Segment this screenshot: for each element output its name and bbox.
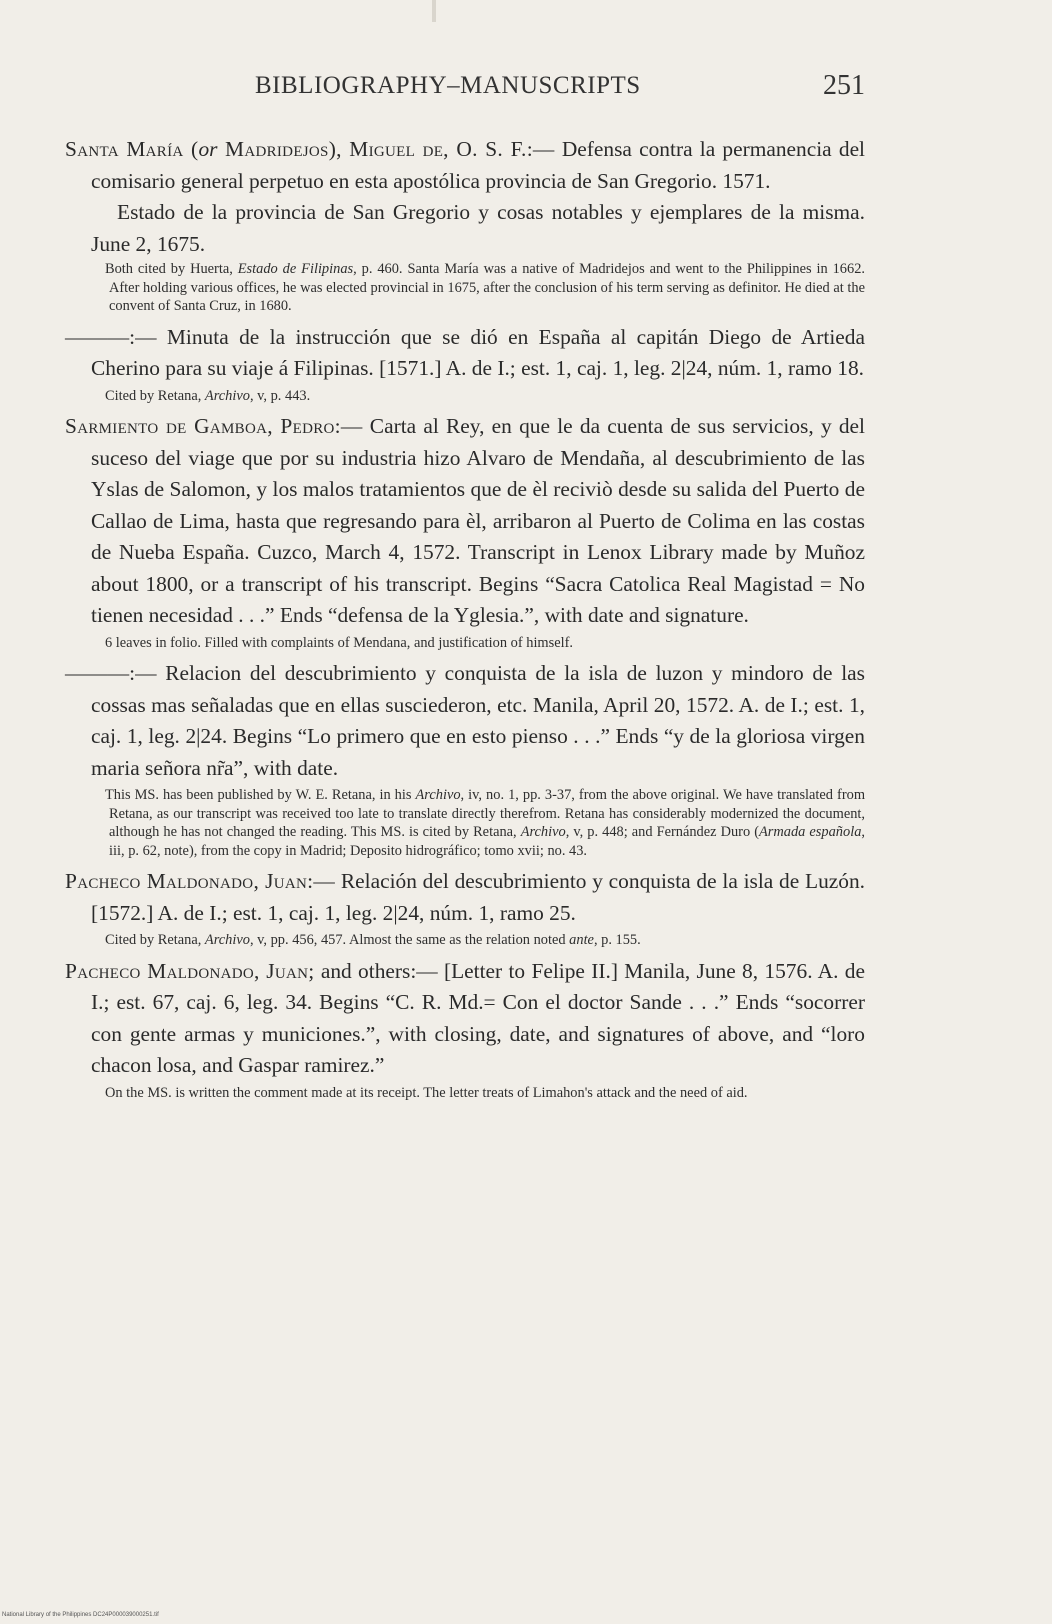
entry-author: Sarmiento de Gamboa, Pedro:— [65, 414, 363, 438]
ditto-dash: ———:— [65, 661, 157, 685]
entry-santa-maria [65, 134, 865, 197]
entry-text: Relación del descubrimiento y conquista de la isla de Luzón. [1572.] A. de I.; est. 1, caj. 1, leg. 2|24, núm. 1, ramo 25. [91, 869, 866, 925]
entry-text: Carta al Rey, en que le da cuenta de sus servicios, y del suceso del viage que por su industria hizo Alvaro de Mendaña, al descubrimiento de las Yslas de Salomon, y los malos tratamientos que de èl reciviò desde su salida del Puerto de Callao de Lima, hasta que regresando para èl, arribaron al Puerto de Colima en las costas de Nueba España. Cuzco, March 4, 1572. Transcript in Lenox Library made by Muñoz about 1800, or a transcript of his transcript. Begins “Sacra Catolica Real Magistad = No tienen necesidad . . .” Ends “defensa de la Yglesia.”, with date and signature. [91, 414, 865, 627]
entry-text: Defensa contra la permanencia del comisario general perpetuo en esta apostólica provincia de San Gregorio. 1571. [91, 137, 866, 193]
entry-text: and others:— [Letter to Felipe II.] Manila, June 8, 1576. A. de I.; est. 67, caj. 6, leg. 34. Begins “C. R. Md.= Con el doctor Sande . . .” Ends “socorrer con gente armas y municiones.”, with closing, date, and signatures of above, and “loro chacon losa, and Gaspar ramirez.” [91, 958, 865, 1077]
entry-author: Santa María ( [65, 137, 199, 161]
entry-author: Pacheco Maldonado, Juan; [65, 958, 315, 983]
scan-credit: National Library of the Philippines DC24P000039000251.tif [2, 1612, 159, 1618]
running-title: BIBLIOGRAPHY–MANUSCRIPTS [255, 72, 641, 99]
entry-note: This MS. has been published by W. E. Retana, in his Archivo, iv, no. 1, pp. 3-37, from the above original. We have translated from Retana, as our transcript was received too late to translate directly therefrom. Retana has considerably modernized the document, although he has not changed the reading. This MS. is cited by Retana, Archivo, v, p. 448; and Fernández Duro (Armada española, iii, p. 62, note), from the copy in Madrid; Deposito hidrográfico; tomo xvii; no. 43. [105, 787, 866, 859]
entry-text: Relacion del descubrimiento y conquista de la isla de luzon y mindoro de las cossas mas señaladas que en ellas susciederon, etc. Manila, April 20, 1572. A. de I.; est. 1, caj. 1, leg. 2|24. Begins “Lo primero que en esto pienso . . .” Ends “y de la gloriosa virgen maria señora nr̃a”, with date. [91, 661, 865, 780]
entry-text: Minuta de la instrucción que se dió en España al capitán Diego de Artieda Cherino para su viaje á Filipinas. [1571.] A. de I.; est. 1, caj. 1, leg. 2|24, núm. 1, ramo 18. [91, 324, 865, 380]
entry-note: 6 leaves in folio. Filled with complaints of Mendana, and justification of himself. [105, 634, 574, 651]
entry-minuta [65, 322, 865, 385]
page-header [255, 72, 865, 112]
entry-santa-maria-second-work [65, 197, 865, 260]
page-number: 251 [823, 70, 865, 101]
bibliography-entries [65, 134, 865, 1108]
entry-note: Cited by Retana, Archivo, v, p. 443. [105, 387, 311, 404]
page-smudge [432, 0, 436, 22]
entry-note: On the MS. is written the comment made at its receipt. The letter treats of Limahon's attack and the need of aid. [105, 1084, 748, 1101]
entry-pacheco-relacion [65, 866, 865, 929]
entry-note: Cited by Retana, Archivo, v, pp. 456, 457. Almost the same as the relation noted ante, p. 155. [105, 932, 641, 948]
ditto-dash: ———:— [65, 324, 157, 349]
entry-note: Both cited by Huerta, Estado de Filipinas, p. 460. Santa María was a native of Madridejos and went to the Philippines in 1662. After holding various offices, he was elected provincial in 1675, after the conclusion of his term serving as definitor. He died at the convent of Santa Cruz, in 1680. [105, 261, 865, 314]
entry-relacion [65, 658, 865, 784]
entry-author: Pacheco Maldonado, Juan:— [65, 869, 336, 893]
entry-sarmiento [65, 411, 865, 632]
entry-author-or: or [198, 137, 218, 161]
entry-pacheco-letter [65, 956, 865, 1082]
entry-author-rest: Madridejos), Miguel de, O. S. F.:— [217, 137, 555, 161]
entry-text: Estado de la provincia de San Gregorio y cosas notables y ejemplares de la misma. June 2, 1675. [91, 200, 865, 256]
